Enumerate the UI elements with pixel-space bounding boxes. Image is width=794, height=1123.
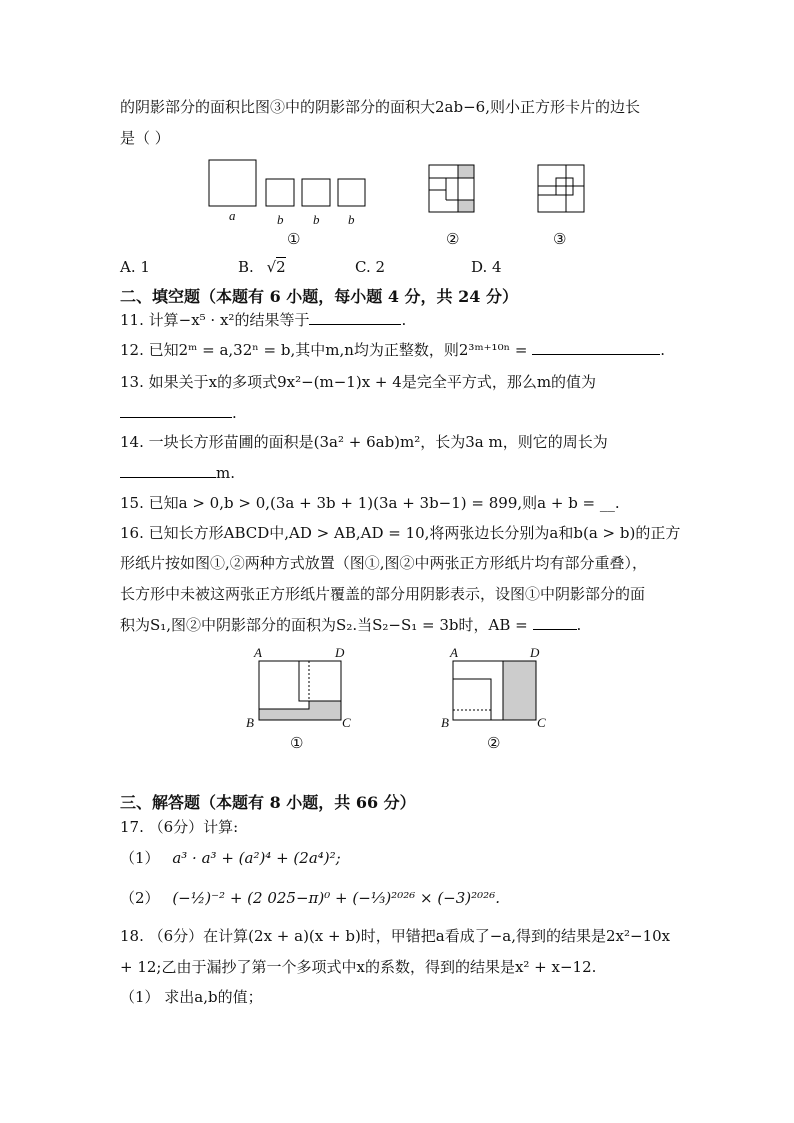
section3-title: 三、解答题（本题有 8 小题，共 66 分）: [120, 793, 416, 812]
q16-line1: 16. 已知长方形ABCD中,AD > AB,AD = 10,将两张边长分别为a和b(a > b)的正方: [120, 524, 681, 542]
q14-text: 14. 一块长方形苗圃的面积是(3a² + 6ab)m²，长为3a m，则它的周长为: [120, 433, 608, 451]
q12-text: 12. 已知2ᵐ = a,32ⁿ = b,其中m,n均为正整数，则2³ᵐ⁺¹⁰ⁿ =: [120, 341, 528, 359]
fig16-2-label-d: D: [530, 645, 540, 660]
q10-option-b-label: B.: [238, 258, 254, 276]
q13-answer: .: [120, 403, 237, 423]
q12: 12. 已知2ᵐ = a,32ⁿ = b,其中m,n均为正整数，则2³ᵐ⁺¹⁰ⁿ = .: [120, 341, 665, 359]
fig16-1-label-a: A: [254, 645, 262, 660]
q18-line2: + 12;乙由于漏抄了第一个多项式中x的系数，得到的结果是x² + x−12.: [120, 958, 597, 976]
q10-text-line1: 的阴影部分的面积比图③中的阴影部分的面积大2ab−6,则小正方形卡片的边长: [120, 98, 640, 116]
q10-option-c: C. 2: [355, 258, 386, 276]
q11-text: 11. 计算−x⁵ · x²的结果等于: [120, 311, 310, 329]
q10-label-b3: b: [348, 212, 355, 227]
q10-label-a: a: [229, 208, 236, 223]
q11: 11. 计算−x⁵ · x²的结果等于 .: [120, 311, 407, 329]
q10-figure-number-1: ①: [287, 232, 301, 248]
sqrt-icon: √2: [266, 258, 286, 276]
q18-part1: （1） 求出a,b的值；: [120, 988, 263, 1006]
fig16-1-label-c: C: [342, 715, 351, 730]
q10-figure-number-3: ③: [553, 232, 567, 248]
q18-line1: 18. （6分）在计算(2x + a)(x + b)时，甲错把a看成了−a,得到的结果是2x²−10x: [120, 927, 671, 945]
q10-label-b1: b: [277, 212, 284, 227]
q17-part2: [120, 888, 500, 908]
q16-line2: 形纸片按如图①,②两种方式放置（图①,图②中两张正方形纸片均有部分重叠），: [120, 554, 648, 572]
q17-part1-number: （1）: [120, 849, 160, 867]
q16-line4: 积为S₁,图②中阴影部分的面积为S₂.当S₂−S₁ = 3b时，AB = .: [120, 616, 582, 634]
fig16-number-2: ②: [487, 736, 501, 752]
q17-part1: [120, 848, 341, 868]
q13-text: 13. 如果关于x的多项式9x²−(m−1)x + 4是完全平方式，那么m的值为: [120, 373, 597, 391]
q17-part1-expression: a³ · a³ + (a²)⁴ + (2a⁴)²;: [172, 849, 341, 867]
fig16-1-label-d: D: [335, 645, 345, 660]
section2-title: 二、填空题（本题有 6 小题，每小题 4 分，共 24 分）: [120, 287, 518, 306]
fig16-2-label-b: B: [441, 715, 449, 730]
q10-text-line2: 是（ ）: [120, 129, 170, 147]
q15-text: 15. 已知a > 0,b > 0,(3a + 3b + 1)(3a + 3b−1) = 899,则a + b = __.: [120, 494, 620, 512]
fig16-1-label-b: B: [246, 715, 254, 730]
q17-text: 17. （6分）计算:: [120, 818, 239, 836]
fig16-2-label-a: A: [450, 645, 458, 660]
q17-part2-expression: (−½)⁻² + (2 025−π)⁰ + (−⅓)²⁰²⁶ × (−3)²⁰²⁶.: [172, 889, 500, 907]
q10-option-b-value: 2: [276, 258, 286, 276]
q14-unit: m.: [216, 464, 235, 482]
q10-option-d: D. 4: [471, 258, 502, 276]
q10-label-b2: b: [313, 212, 320, 227]
q17-part2-number: （2）: [120, 889, 160, 907]
q16-line3: 长方形中未被这两张正方形纸片覆盖的部分用阴影表示，设图①中阴影部分的面: [120, 585, 646, 603]
q10-option-a: A. 1: [120, 258, 150, 276]
q16-text: 积为S₁,图②中阴影部分的面积为S₂.当S₂−S₁ = 3b时，AB =: [120, 616, 528, 634]
fig16-2-label-c: C: [537, 715, 546, 730]
q10-figure-number-2: ②: [446, 232, 460, 248]
fig16-number-1: ①: [290, 736, 304, 752]
